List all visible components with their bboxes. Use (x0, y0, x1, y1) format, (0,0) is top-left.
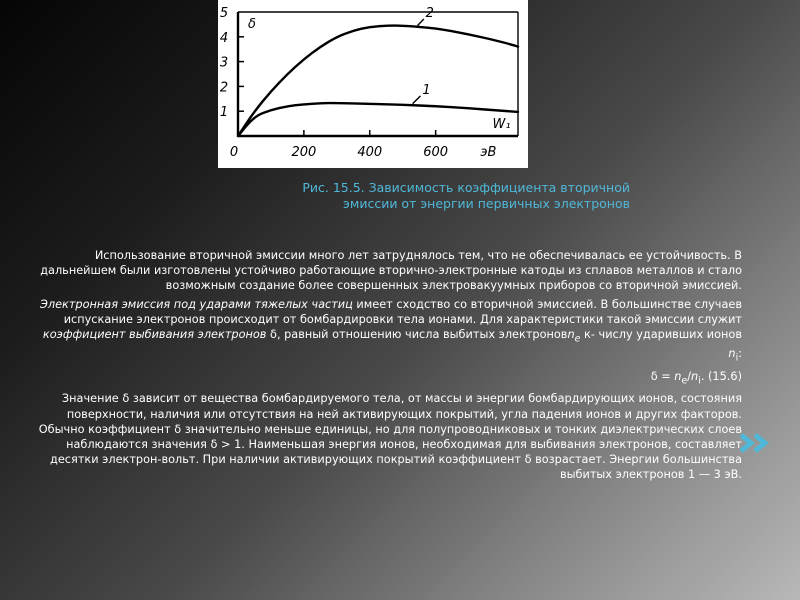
paragraph-3: Значение δ зависит от вещества бомбардируемого тела, от массы и энергии бомбардирующих ионов, состояния поверхности, наличия или отсутствия на ней активирующих покрытий, угла падения ионов и других факторов. Обычно коэффициент δ значительно меньше единицы, но для полупроводниковых и тонких диэлектрических слоев наблюдаются значения δ > 1. Наименьшая энергия ионов, необходимая для выбивания электронов, составляет десятки электрон-вольт. При наличии активирующих покрытий коэффициент δ возрастает. Энергии большинства выбитых электронов 1 — 3 эВ. (38, 392, 742, 482)
formula-15-6 (28, 369, 742, 388)
paragraph-2-text-b: δ, равный отношению числа выбитых электронов (266, 328, 568, 342)
symbol-ne-sub: e (574, 333, 581, 345)
series-2-leader (418, 19, 424, 26)
series-1-leader (413, 96, 421, 104)
y-tick-label-3: 3 (219, 55, 229, 71)
x-tick-label-0: 0 (229, 145, 239, 160)
body-text (28, 248, 742, 486)
paragraph-2 (28, 297, 742, 366)
formula-lhs: δ = (650, 369, 675, 383)
formula-ni-sub: i (698, 375, 701, 387)
formula-number: . (15.6) (700, 369, 742, 383)
chart-figure (218, 0, 528, 168)
formula-slash: / (687, 369, 692, 383)
x-tick-label-unit: эВ (480, 145, 497, 160)
caption-line-1: Рис. 15.5. Зависимость коэффициента вторичной (302, 180, 630, 195)
paragraph-2-text-d: : (738, 347, 742, 361)
symbol-ne: n (567, 328, 575, 342)
y-tick-label-5: 5 (219, 6, 229, 21)
x-axis-label: W₁ (492, 117, 511, 132)
formula-ne-sub: e (681, 375, 688, 387)
formula-ne: n (674, 369, 682, 383)
term-heavy-particle-emission: Электронная эмиссия под ударами тяжелых частиц (39, 297, 353, 311)
symbol-ni-sub: i (735, 352, 739, 364)
y-tick-label-1: 1 (219, 105, 229, 121)
series-2-label: 2 (425, 5, 434, 21)
series-2-line (238, 26, 518, 136)
formula-ni: n (691, 369, 699, 383)
figure-caption (180, 180, 630, 212)
y-tick-label-2: 2 (219, 80, 229, 96)
x-tick-label-200: 200 (291, 145, 317, 160)
x-tick-label-400: 400 (357, 145, 383, 160)
series-1-line (238, 103, 518, 136)
paragraph-2-text-a: имеет сходство со вторичной эмиссией. В большинстве случаев испускание электронов происходит от бомбардировки тела ионами. Для характеристики такой эмиссии служит (63, 297, 742, 326)
chart-axes (238, 12, 518, 136)
next-slide-arrows-icon[interactable] (738, 432, 774, 454)
caption-line-2: эмиссии от энергии первичных электронов (343, 196, 630, 211)
term-knockout-coefficient: коэффициент выбивания электронов (42, 328, 267, 342)
y-tick-label-4: 4 (219, 30, 229, 46)
x-tick-label-600: 600 (423, 145, 449, 160)
series-1-label: 1 (422, 82, 431, 98)
double-chevron-right-icon (738, 432, 774, 454)
paragraph-1: Использование вторичной эмиссии много лет затруднялось тем, что не обеспечивалась ее устойчивость. В дальнейшем были изготовлены устойчиво работающие вторично-электронные катоды из сплавов металлов и стало возможным создание более совершенных электровакуумных приборов со вторичной эмиссией. (40, 249, 742, 293)
chart-svg (218, 0, 528, 168)
symbol-ni: n (728, 347, 736, 361)
y-axis-label: δ (248, 17, 256, 32)
paragraph-2-text-c: к- числу ударивших ионов (580, 328, 742, 342)
